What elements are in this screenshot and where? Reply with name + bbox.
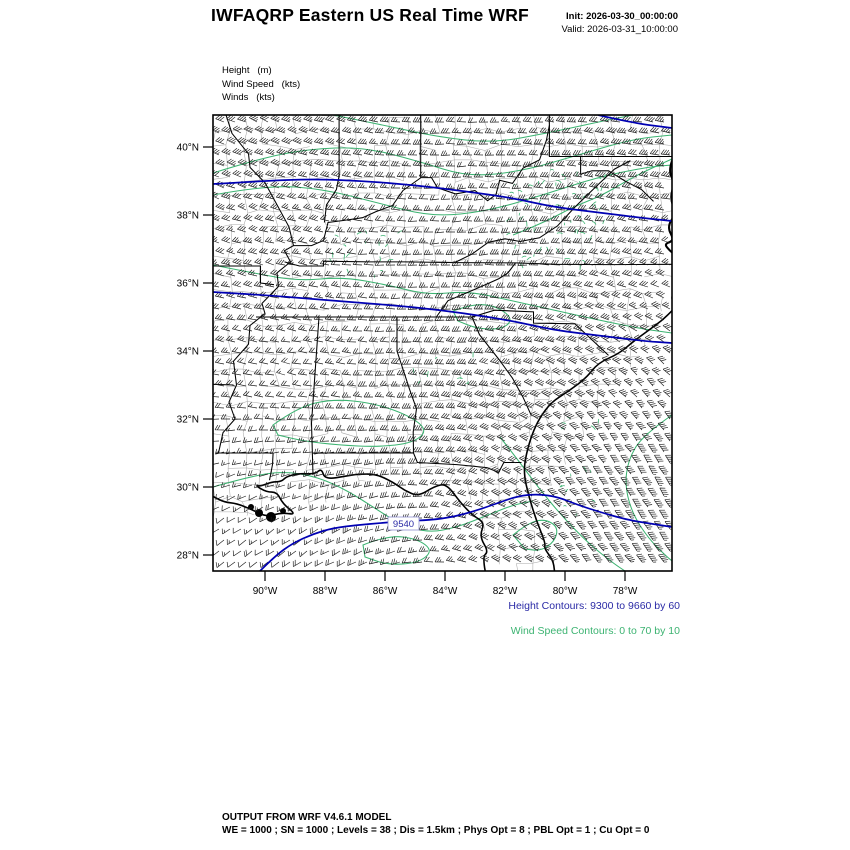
valid-time: Valid: 2026-03-31_10:00:00 xyxy=(561,23,678,35)
legend-winds-line: Winds (kts) xyxy=(222,92,275,103)
wind-barbs-layer xyxy=(210,115,674,568)
weather-map-canvas xyxy=(161,101,721,605)
lon-tick-label: 82°W xyxy=(492,586,518,597)
footer-config-line: WE = 1000 ; SN = 1000 ; Levels = 38 ; Dis = 1.5km ; Phys Opt = 8 ; PBL Opt = 1 ; Cu Opt = 0 xyxy=(222,825,650,836)
map-area xyxy=(161,101,721,605)
footer-model-line: OUTPUT FROM WRF V4.6.1 MODEL xyxy=(222,812,392,823)
height-contours-layer xyxy=(213,115,672,571)
lat-tick-label: 30°N xyxy=(176,482,199,494)
height-contour-label-text: 9540 xyxy=(392,519,415,530)
height-contour-label xyxy=(388,517,419,530)
map-frame xyxy=(213,115,672,571)
lon-tick-label: 88°W xyxy=(312,586,338,597)
wind-speed-contours-layer xyxy=(213,115,672,571)
lat-tick-label: 38°N xyxy=(176,210,199,222)
model-footer xyxy=(222,811,649,837)
height-contours-caption: Height Contours: 9300 to 9660 by 60 xyxy=(508,600,680,612)
lat-tick-label: 34°N xyxy=(176,346,199,358)
lon-tick-label: 86°W xyxy=(372,586,398,597)
init-valid-block xyxy=(500,11,678,36)
lon-tick-label: 80°W xyxy=(552,586,578,597)
lon-tick-label: 90°W xyxy=(252,586,278,597)
legend-height-line: Height (m) xyxy=(222,65,272,76)
wind-contours-caption: Wind Speed Contours: 0 to 70 by 10 xyxy=(510,625,680,637)
lat-tick-label: 40°N xyxy=(176,142,199,154)
legend-windspeed-line: Wind Speed (kts) xyxy=(222,78,301,90)
lat-tick-label: 32°N xyxy=(176,414,199,426)
lat-tick-label: 36°N xyxy=(176,278,199,290)
lat-tick-label: 28°N xyxy=(176,550,199,562)
init-time: Init: 2026-03-30_00:00:00 xyxy=(566,11,678,22)
plot-title: IWFAQRP Eastern US Real Time WRF xyxy=(211,5,529,25)
lon-tick-label: 78°W xyxy=(612,586,638,597)
lon-tick-label: 84°W xyxy=(432,586,458,597)
field-legend xyxy=(222,64,300,105)
